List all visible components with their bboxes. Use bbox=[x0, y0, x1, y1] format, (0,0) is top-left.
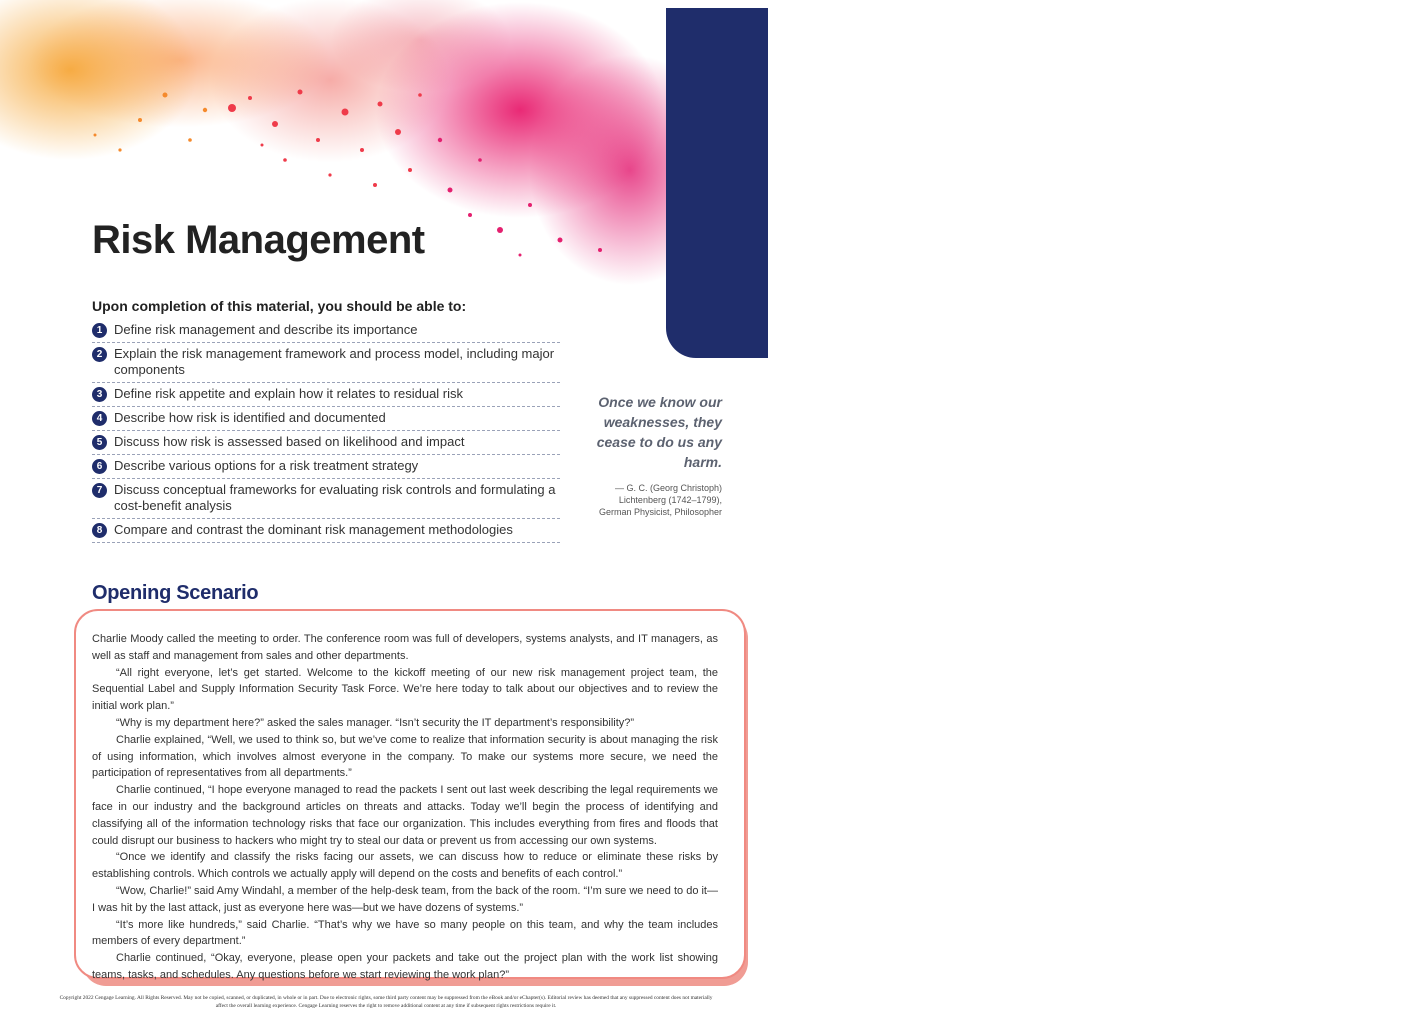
epigraph-quote bbox=[592, 392, 722, 518]
objective-number-badge: 1 bbox=[92, 323, 107, 338]
page-title: Risk Management bbox=[92, 218, 425, 262]
scenario-heading: Opening Scenario bbox=[92, 582, 259, 604]
scenario-paragraph: “Why is my department here?” asked the sales manager. “Isn’t security the IT department’s responsibility?” bbox=[116, 716, 635, 729]
objective-item bbox=[92, 319, 560, 343]
objective-number-badge: 2 bbox=[92, 347, 107, 362]
scenario-paragraph: Charlie continued, “I hope everyone managed to read the packets I sent out last week describing the legal requirements we face in our industry and the background articles on threats and attacks. Today we’ll begin the process of identifying and classifying all of the information technology risks that face our organization. This includes everything from fires and floods that could disrupt our business to hackers who might try to steal our data or prevent us from accessing our own systems. bbox=[92, 784, 718, 847]
scenario-paragraph: Charlie continued, “Okay, everyone, please open your packets and take out the project plan with the work list showing teams, tasks, and schedules. Any questions before we start reviewing the work plan?” bbox=[92, 952, 718, 981]
objectives-heading: Upon completion of this material, you should be able to: bbox=[92, 298, 467, 314]
objective-text: Define risk management and describe its importance bbox=[114, 322, 418, 337]
objective-item bbox=[92, 519, 560, 543]
objective-item bbox=[92, 431, 560, 455]
objectives-list bbox=[92, 319, 560, 543]
scenario-paragraph: Charlie explained, “Well, we used to think so, but we’ve come to realize that information security is about managing the risk of using information, which involves almost everyone in the company. To make our systems more secure, we need the participation of representatives from all departments.” bbox=[92, 733, 718, 780]
objective-number-badge: 6 bbox=[92, 459, 107, 474]
scenario-paragraph: “Once we identify and classify the risks facing our assets, we can discuss how to reduce or eliminate these risks by establishing controls. Which controls we actually apply will depend on the costs and benefits of each control.” bbox=[92, 851, 718, 881]
quote-text: Once we know our weaknesses, they cease to do us any harm. bbox=[596, 394, 722, 470]
scenario-box bbox=[74, 609, 746, 979]
objective-text: Compare and contrast the dominant risk management methodologies bbox=[114, 522, 513, 537]
scenario-paragraph: Charlie Moody called the meeting to order. The conference room was full of developers, systems analysts, and IT managers, as well as staff and management from sales and other departments. bbox=[92, 633, 718, 662]
module-tab bbox=[666, 8, 1407, 358]
module-label: MODULE 4 bbox=[1360, 76, 1407, 300]
quote-attribution: — G. C. (Georg Christoph) Lichtenberg (1742–1799), German Physicist, Philosopher bbox=[598, 483, 722, 517]
objective-item bbox=[92, 383, 560, 407]
objective-text: Describe how risk is identified and documented bbox=[114, 410, 386, 425]
objective-text: Describe various options for a risk treatment strategy bbox=[114, 458, 419, 473]
objective-item bbox=[92, 455, 560, 479]
objective-text: Discuss conceptual frameworks for evaluating risk controls and formulating a cost-benefit analysis bbox=[114, 482, 556, 513]
objective-item bbox=[92, 479, 560, 519]
objective-item bbox=[92, 407, 560, 431]
objective-number-badge: 3 bbox=[92, 387, 107, 402]
scenario-paragraph: “Wow, Charlie!” said Amy Windahl, a member of the help-desk team, from the back of the room. “I’m sure we need to do it—I was hit by the last attack, just as everyone here was—but we have dozens of systems.” bbox=[92, 884, 718, 914]
scenario-paragraph: “All right everyone, let’s get started. Welcome to the kickoff meeting of our new risk management project team, the Sequential Label and Supply Information Security Task Force. We’re here today to talk about our objectives and to review the initial work plan.” bbox=[92, 666, 718, 713]
objective-text: Explain the risk management framework and process model, including major components bbox=[114, 346, 555, 377]
objective-text: Define risk appetite and explain how it relates to residual risk bbox=[114, 386, 464, 401]
scenario-paragraph: “It’s more like hundreds,” said Charlie. “That’s why we have so many people on this team, and why the team includes members of every department.” bbox=[92, 918, 718, 948]
learning-objectives bbox=[92, 298, 560, 543]
copyright-notice: Copyright 2022 Cengage Learning. All Rights Reserved. May not be copied, scanned, or duplicated, in whole or in part. Due to electronic rights, some third party content may be suppressed from the eBook and/or eChapter(s). Editorial review has deemed that any suppressed content does not materially affect the overall learning experience. Cengage Learning reserves the right to remove additional content at any time if subsequent rights restrictions require it. bbox=[59, 995, 713, 1009]
objective-number-badge: 7 bbox=[92, 483, 107, 498]
objective-item bbox=[92, 343, 560, 383]
objective-number-badge: 5 bbox=[92, 435, 107, 450]
objective-text: Discuss how risk is assessed based on likelihood and impact bbox=[114, 434, 465, 449]
objective-number-badge: 8 bbox=[92, 523, 107, 538]
objective-number-badge: 4 bbox=[92, 411, 107, 426]
